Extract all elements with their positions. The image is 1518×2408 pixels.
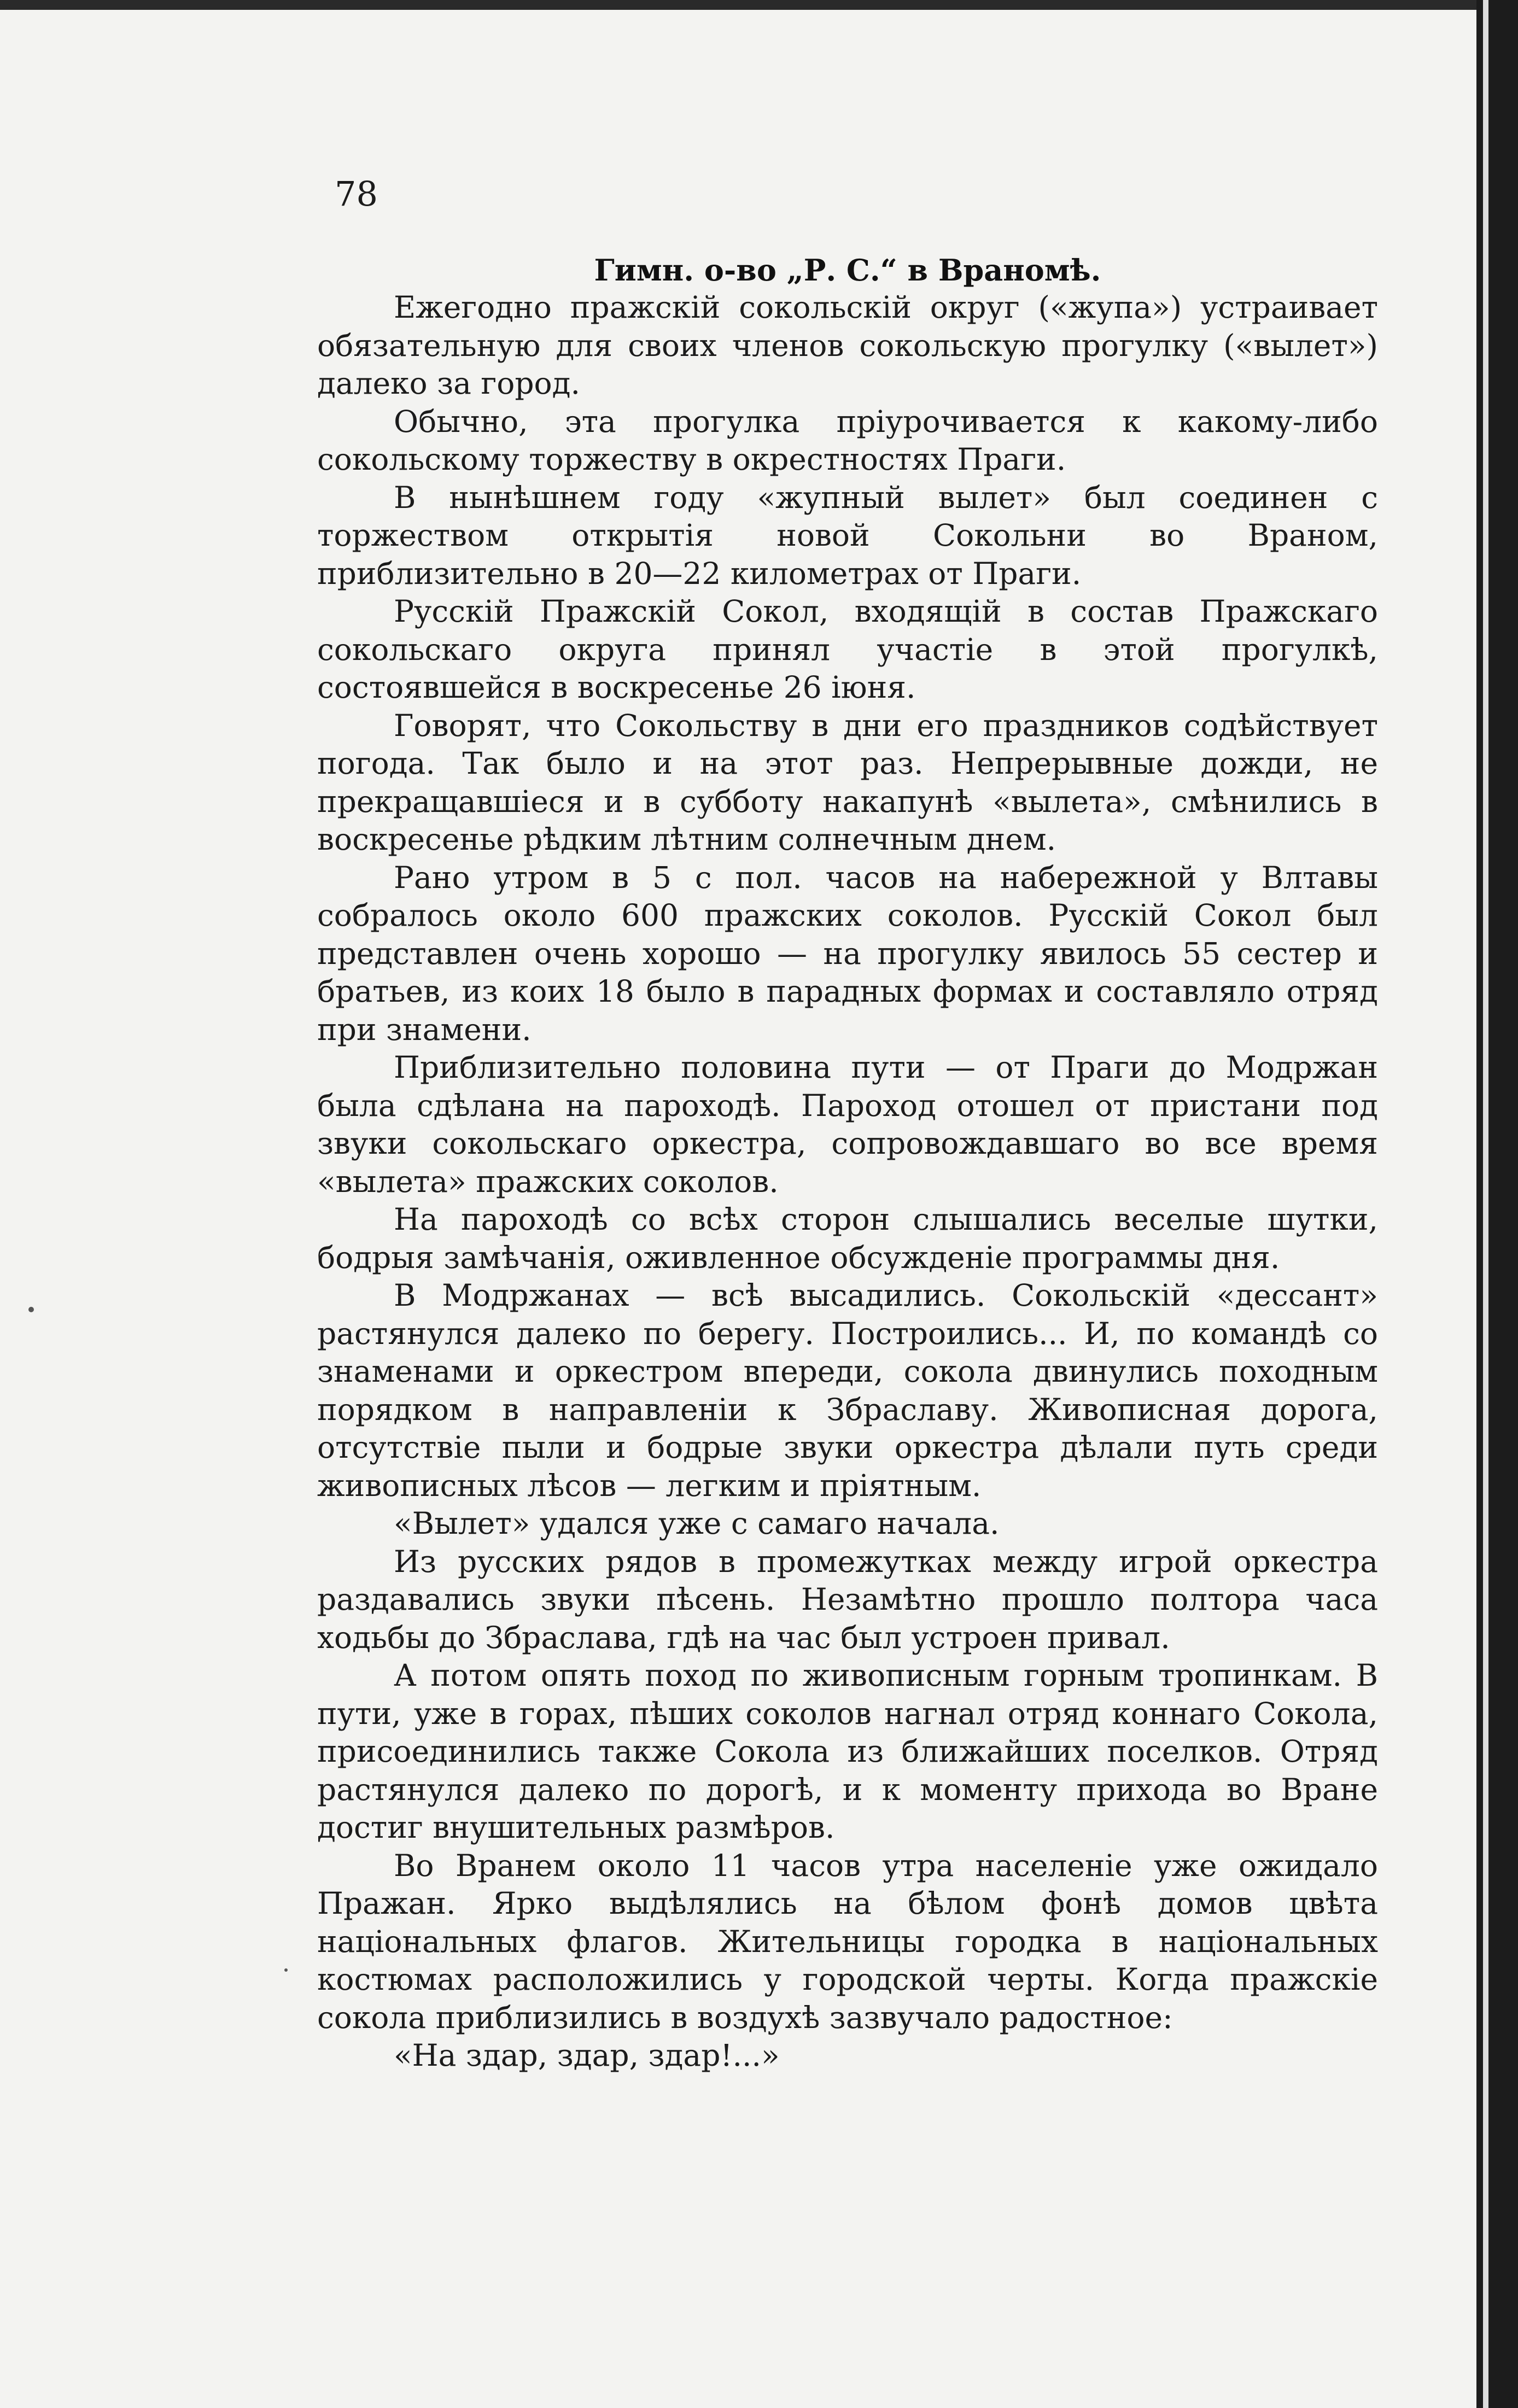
paragraph: На пароходѣ со всѣх сторон слышались веселые шутки, бодрыя замѣчанія, оживленное обсужденіе программы дня.: [317, 1202, 1378, 1275]
scan-speck: [28, 1307, 34, 1312]
paragraph: Ежегодно пражскій сокольскій округ («жупа») устраивает обязательную для своих членов сокольскую прогулку («вылет») далеко за город.: [317, 290, 1378, 401]
paragraph: В Модржанах — всѣ высадились. Сокольскій «дессант» растянулся далеко по берегу. Построились... И, по командѣ со знаменами и оркестром впереди, сокола двинулись походным порядком в направленіи к Збраславу. Живописная дорога, отсутствіе пыли и бодрые звуки оркестра дѣлали путь среди живописных лѣсов — легким и пріятным.: [317, 1278, 1378, 1503]
paragraph: Русскій Пражскій Сокол, входящій в состав Пражскаго сокольскаго округа принял участіе в этой прогулкѣ, состоявшейся в воскресенье 26 іюня.: [317, 594, 1378, 705]
paragraph: В нынѣшнем году «жупный вылет» был соединен с торжеством открытія новой Сокольни во Враном, приблизительно в 20—22 километрах от Праги.: [317, 480, 1378, 591]
article-body: [317, 289, 1378, 2075]
scan-right-edge-line: [1483, 0, 1488, 2408]
paragraph: «Вылет» удался уже с самаго начала.: [394, 1506, 1000, 1541]
article-heading: Гимн. о-во „Р. С.“ в Враномѣ.: [594, 253, 1101, 288]
paragraph: Приблизительно половина пути — от Праги до Модржан была сдѣлана на пароходѣ. Пароход отошел от пристани под звуки сокольскаго оркестра, сопровождавшаго во все время «вылета» пражских соколов.: [317, 1050, 1378, 1199]
page-number: 78: [335, 174, 378, 214]
paragraph: Обычно, эта прогулка пріурочивается к какому-либо сокольскому торжеству в окрестностях Праги.: [317, 404, 1378, 477]
scan-speck: [284, 1968, 288, 1972]
paragraph: А потом опять поход по живописным горным тропинкам. В пути, уже в горах, пѣших соколов нагнал отряд коннаго Сокола, присоединились также Сокола из ближайших поселков. Отряд растянулся далеко по дорогѣ, и к моменту прихода во Вране достиг внушительных размѣров.: [317, 1658, 1378, 1845]
paragraph: Во Вранем около 11 часов утра населеніе уже ожидало Пражан. Ярко выдѣлялись на бѣлом фонѣ домов цвѣта національных флагов. Жительницы городка в національных костюмах расположились у городской черты. Когда пражскіе сокола приблизились в воздухѣ зазвучало радостное:: [317, 1848, 1378, 2035]
scan-top-border: [0, 0, 1476, 10]
paragraph: Рано утром в 5 с пол. часов на набережной у Влтавы собралось около 600 пражских соколов. Русскій Сокол был представлен очень хорошо — на прогулку явилось 55 сестер и братьев, из коих 18 было в парадных формах и составляло отряд при знамени.: [317, 860, 1378, 1047]
paragraph: Из русских рядов в промежутках между игрой оркестра раздавались звуки пѣсень. Незамѣтно прошло полтора часа ходьбы до Збраслава, гдѣ на час был устроен привал.: [317, 1544, 1378, 1655]
paragraph: Говорят, что Сокольству в дни его праздников содѣйствует погода. Так было и на этот раз. Непрерывные дожди, не прекращавшіеся и в субботу накапунѣ «вылета», смѣнились в воскресенье рѣдким лѣтним солнечным днем.: [317, 708, 1378, 857]
paragraph: «На здар, здар, здар!...»: [394, 2038, 780, 2073]
